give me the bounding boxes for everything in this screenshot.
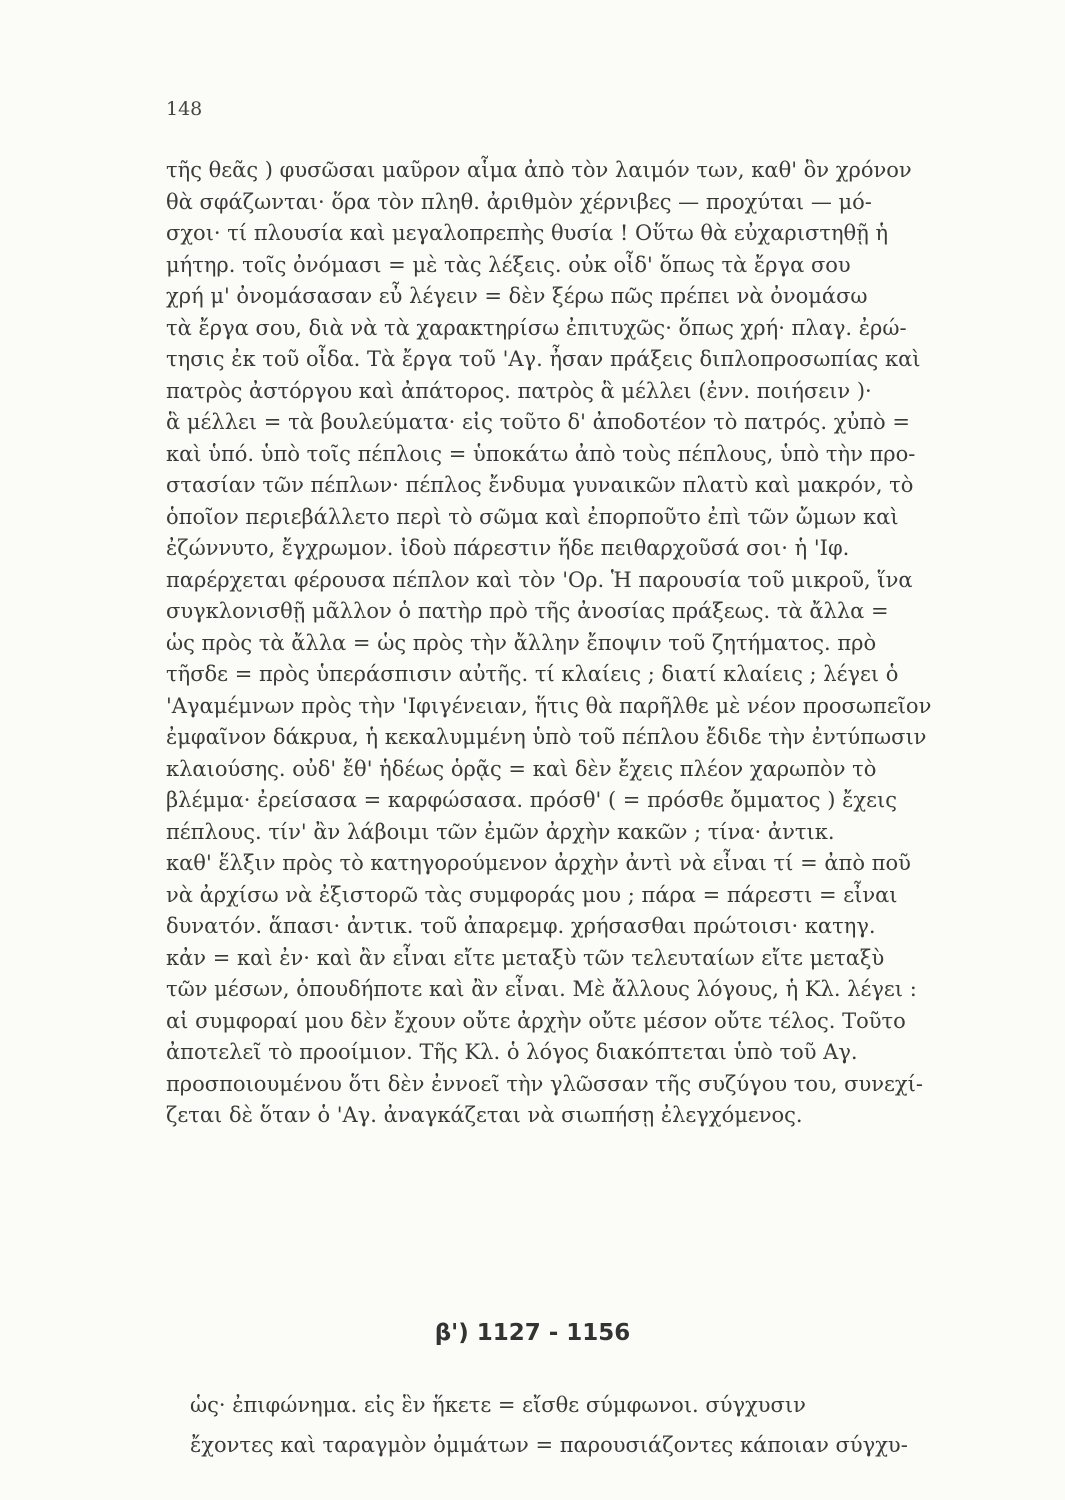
text-line: νὰ ἀρχίσω νὰ ἐξιστορῶ τὰς συμφοράς μου ; πάρα = πάρεστι = εἶναι <box>166 882 898 907</box>
text-line: τῶν μέσων, ὁπουδήποτε καὶ ἂν εἶναι. Μὲ ἄλλους λόγους, ἡ Κλ. λέγει : <box>166 977 917 1001</box>
text-line: ὁποῖον περιεβάλλετο περὶ τὸ σῶμα καὶ ἐπορποῦτο ἐπὶ τῶν ὤμων καὶ <box>166 504 899 529</box>
text-line: καθ' ἕλξιν πρὸς τὸ κατηγορούμενον ἀρχὴν ἀντὶ νὰ εἶναι τί = ἀπὸ ποῦ <box>166 851 911 875</box>
text-line: κἀν = καὶ ἐν· καὶ ἂν εἶναι εἴτε μεταξὺ τῶν τελευταίων εἴτε μεταξὺ <box>166 945 885 970</box>
text-line: βλέμμα· ἐρείσασα = καρφώσασα. πρόσθ' ( = πρόσθε ὄμματος ) ἔχεις <box>166 788 897 812</box>
text-line: τὰ ἔργα σου, διὰ νὰ τὰ χαρακτηρίσω ἐπιτυχῶς· ὅπως χρή· πλαγ. ἐρώ- <box>166 315 907 340</box>
text-line: προσποιουμένου ὅτι δὲν ἐννοεῖ τὴν γλῶσσαν τῆς συζύγου του, συνεχί- <box>166 1071 923 1096</box>
text-line: αἱ συμφοραί μου δὲν ἔχουν οὔτε ἀρχὴν οὔτε μέσον οὔτε τέλος. Τοῦτο <box>166 1008 906 1033</box>
text-line: ἀποτελεῖ τὸ προοίμιον. Τῆς Κλ. ὁ λόγος διακόπτεται ὑπὸ τοῦ Αγ. <box>166 1040 858 1064</box>
text-line: ἃ μέλλει = τὰ βουλεύματα· εἰς τοῦτο δ' ἀποδοτέον τὸ πατρός. χὐπὸ = <box>166 410 910 434</box>
text-line: καὶ ὑπό. ὑπὸ τοῖς πέπλοις = ὑποκάτω ἀπὸ τοὺς πέπλους, ὑπὸ τὴν προ- <box>166 441 916 466</box>
commentary-text <box>166 155 1036 1132</box>
text-line: σχοι· τί πλουσία καὶ μεγαλοπρεπὴς θυσία ! Οὕτω θὰ εὐχαριστηθῇ ἡ <box>166 221 889 245</box>
page-number: 148 <box>166 98 203 120</box>
text-line: τῆσδε = πρὸς ὑπεράσπισιν αὐτῆς. τί κλαίεις ; διατί κλαίεις ; λέγει ὁ <box>166 662 899 686</box>
text-line: θὰ σφάζωνται· ὅρα τὸν πληθ. ἀριθμὸν χέρνιβες — προχύται — μό- <box>166 189 872 214</box>
text-line: τησις ἐκ τοῦ οἶδα. Τὰ ἔργα τοῦ 'Αγ. ἦσαν πράξεις διπλοπροσωπίας καὶ <box>166 347 921 371</box>
text-line: 'Αγαμέμνων πρὸς τὴν 'Ιφιγένειαν, ἥτις θὰ παρῆλθε μὲ νέον προσωπεῖον <box>166 693 932 718</box>
text-line: παρέρχεται φέρουσα πέπλον καὶ τὸν 'Ορ. Ἡ παρουσία τοῦ μικροῦ, ἵνα <box>166 567 913 592</box>
text-line: ὡς· ἐπιφώνημα. εἰς ἓν ἥκετε = εἴσθε σύμφωνοι. σύγχυσιν <box>190 1393 806 1417</box>
text-line: κλαιούσης. οὐδ' ἔθ' ἡδέως ὁρᾷς = καὶ δὲν ἔχεις πλέον χαρωπὸν τὸ <box>166 756 877 781</box>
text-line: χρή μ' ὀνομάσασαν εὖ λέγειν = δὲν ξέρω πῶς πρέπει νὰ ὀνομάσω <box>166 284 868 308</box>
text-line: στασίαν τῶν πέπλων· πέπλος ἔνδυμα γυναικῶν πλατὺ καὶ μακρόν, τὸ <box>166 473 914 497</box>
section-heading: β') 1127 - 1156 <box>434 1320 631 1346</box>
text-line: συγκλονισθῇ μᾶλλον ὁ πατὴρ πρὸ τῆς ἀνοσίας πράξεως. τὰ ἄλλα = <box>166 599 889 623</box>
text-line: ἐμφαῖνον δάκρυα, ἡ κεκαλυμμένη ὑπὸ τοῦ πέπλου ἔδιδε τὴν ἐντύπωσιν <box>166 725 927 749</box>
text-line: ὡς πρὸς τὰ ἄλλα = ὡς πρὸς τὴν ἄλλην ἔποψιν τοῦ ζητήματος. πρὸ <box>166 630 877 655</box>
text-line: πέπλους. τίν' ἂν λάβοιμι τῶν ἐμῶν ἀρχὴν κακῶν ; τίνα· ἀντικ. <box>166 819 835 844</box>
section-body-text <box>190 1385 1036 1465</box>
text-line: ἔχοντες καὶ ταραγμὸν ὀμμάτων = παρουσιάζοντες κάποιαν σύγχυ- <box>190 1433 908 1457</box>
text-line: δυνατόν. ἅπασι· ἀντικ. τοῦ ἀπαρεμφ. χρήσασθαι πρώτοισι· κατηγ. <box>166 914 876 938</box>
text-line: μήτηρ. τοῖς ὀνόμασι = μὲ τὰς λέξεις. οὐκ οἶδ' ὅπως τὰ ἔργα σου <box>166 252 851 277</box>
text-line: τῆς θεᾶς ) φυσῶσαι μαῦρον αἷμα ἀπὸ τὸν λαιμόν των, καθ' ὃν χρόνον <box>166 158 912 182</box>
text-line: ζεται δὲ ὅταν ὁ 'Αγ. ἀναγκάζεται νὰ σιωπήσῃ ἐλεγχόμενος. <box>166 1103 803 1127</box>
text-line: ἐζώννυτο, ἔγχρωμον. ἰδοὺ πάρεστιν ἥδε πειθαρχοῦσά σοι· ἡ 'Ιφ. <box>166 536 850 560</box>
text-line: πατρὸς ἀστόργου καὶ ἀπάτορος. πατρὸς ἃ μέλλει (ἐνν. ποιήσειν )· <box>166 378 872 403</box>
